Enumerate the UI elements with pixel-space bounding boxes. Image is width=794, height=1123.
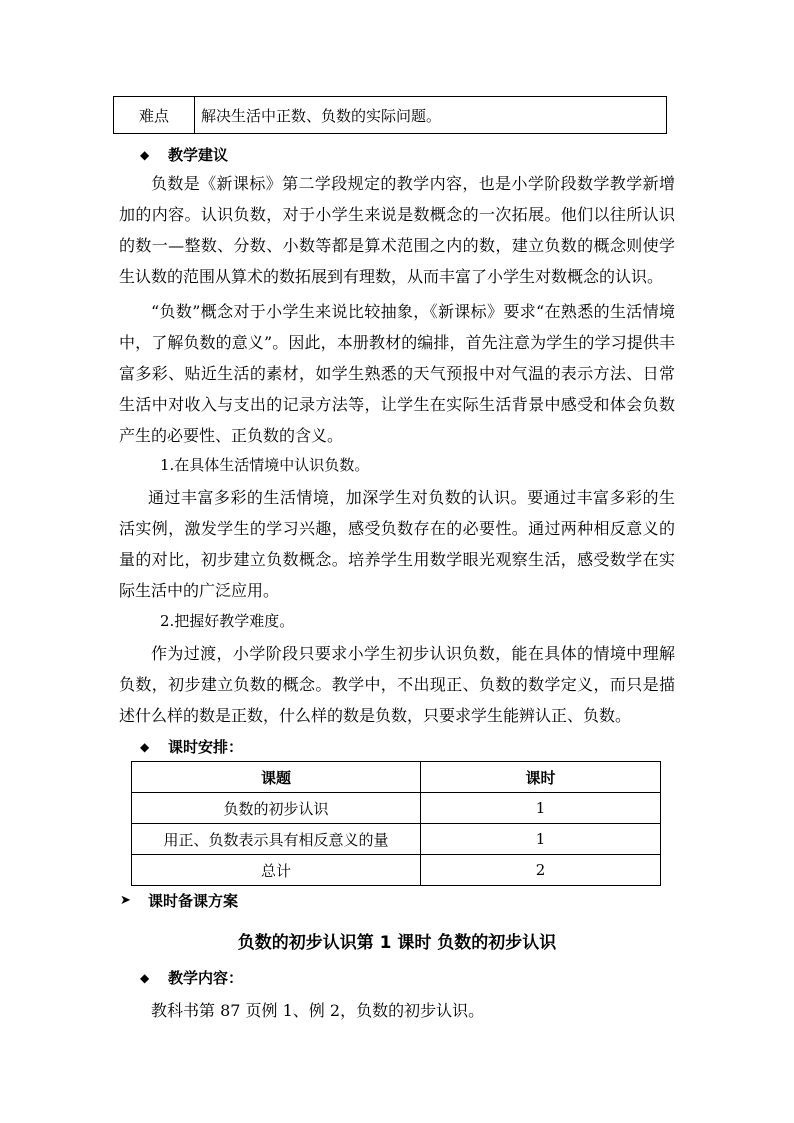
- table-cell: 1: [421, 793, 661, 824]
- table-row: [132, 855, 661, 886]
- suggestion-paragraph-2: “负数”概念对于小学生来说比较抽象，《新课标》要求“在熟悉的生活情境中，了解负数的意义”。因此，本册教材的编排，首先注意为学生的学习提供丰富多彩、贴近生活的素材，如学生熟悉的天气预报中对气温的表示方法、日常生活中对收入与支出的记录方法等，让学生在实际生活背景中感受和体会负数产生的必要性、正负数的含义。: [119, 302, 675, 445]
- diamond-bullet-icon: ◆: [140, 739, 150, 754]
- content-title: 教学内容：: [168, 969, 244, 987]
- item-2-title: 2.把握好教学难度。: [160, 612, 295, 630]
- column-header-topic: 课题: [132, 762, 421, 793]
- plan-heading: [120, 890, 238, 911]
- suggestion-paragraph-1: 负数是《新课标》第二学段规定的教学内容，也是小学阶段数学教学新增加的内容。认识负数，对于小学生来说是数概念的一次拓展。他们以往所认识的数一—整数、分数、小数等都是算术范围之内的数，建立负数的概念则使学生认数的范围从算术的数拓展到有理数，从而丰富了小学生对数概念的认识。: [119, 174, 675, 286]
- schedule-table: [131, 761, 661, 886]
- table-header-row: [132, 762, 661, 793]
- table-cell: 用正、负数表示具有相反意义的量: [132, 824, 421, 855]
- teaching-suggestion-title: 教学建议: [168, 146, 229, 164]
- diamond-bullet-icon: ◆: [140, 147, 150, 162]
- difficulty-text: 解决生活中正数、负数的实际问题。: [201, 106, 442, 125]
- schedule-heading: [140, 736, 243, 757]
- plan-title: 课时备课方案: [148, 892, 239, 910]
- teaching-suggestion-heading: [140, 144, 228, 165]
- column-header-hours: 课时: [421, 762, 661, 793]
- content-text: 教科书第 87 页例 1、例 2，负数的初步认识。: [151, 1001, 485, 1020]
- item-2-text: 作为过渡，小学阶段只要求小学生初步认识负数，能在具体的情境中理解负数，初步建立负数的概念。教学中，不出现正、负数的数学定义，而只是描述什么样的数是正数，什么样的数是负数，只要求学生能辨认正、负数。: [119, 644, 675, 725]
- lesson-title: 负数的初步认识第 1 课时 负数的初步认识: [237, 933, 557, 953]
- table-cell: 总计: [132, 855, 421, 886]
- difficulty-table: [113, 96, 667, 134]
- table-cell: 负数的初步认识: [132, 793, 421, 824]
- item-1-text: 通过丰富多彩的生活情境，加深学生对负数的认识。要通过丰富多彩的生活实例，激发学生的学习兴趣，感受负数存在的必要性。通过两种相反意义的量的对比，初步建立负数概念。培养学生用数学眼光观察生活，感受数学在实际生活中的广泛应用。: [119, 488, 675, 600]
- table-cell: 2: [421, 855, 661, 886]
- content-heading: [140, 967, 243, 988]
- item-1-title: 1.在具体生活情境中认识负数。: [160, 456, 370, 474]
- table-cell: 1: [421, 824, 661, 855]
- arrow-bullet-icon: ➤: [120, 893, 131, 908]
- schedule-title: 课时安排：: [168, 738, 244, 756]
- table-row: [132, 793, 661, 824]
- difficulty-label: 难点: [114, 97, 195, 133]
- table-row: [132, 824, 661, 855]
- diamond-bullet-icon: ◆: [140, 970, 150, 985]
